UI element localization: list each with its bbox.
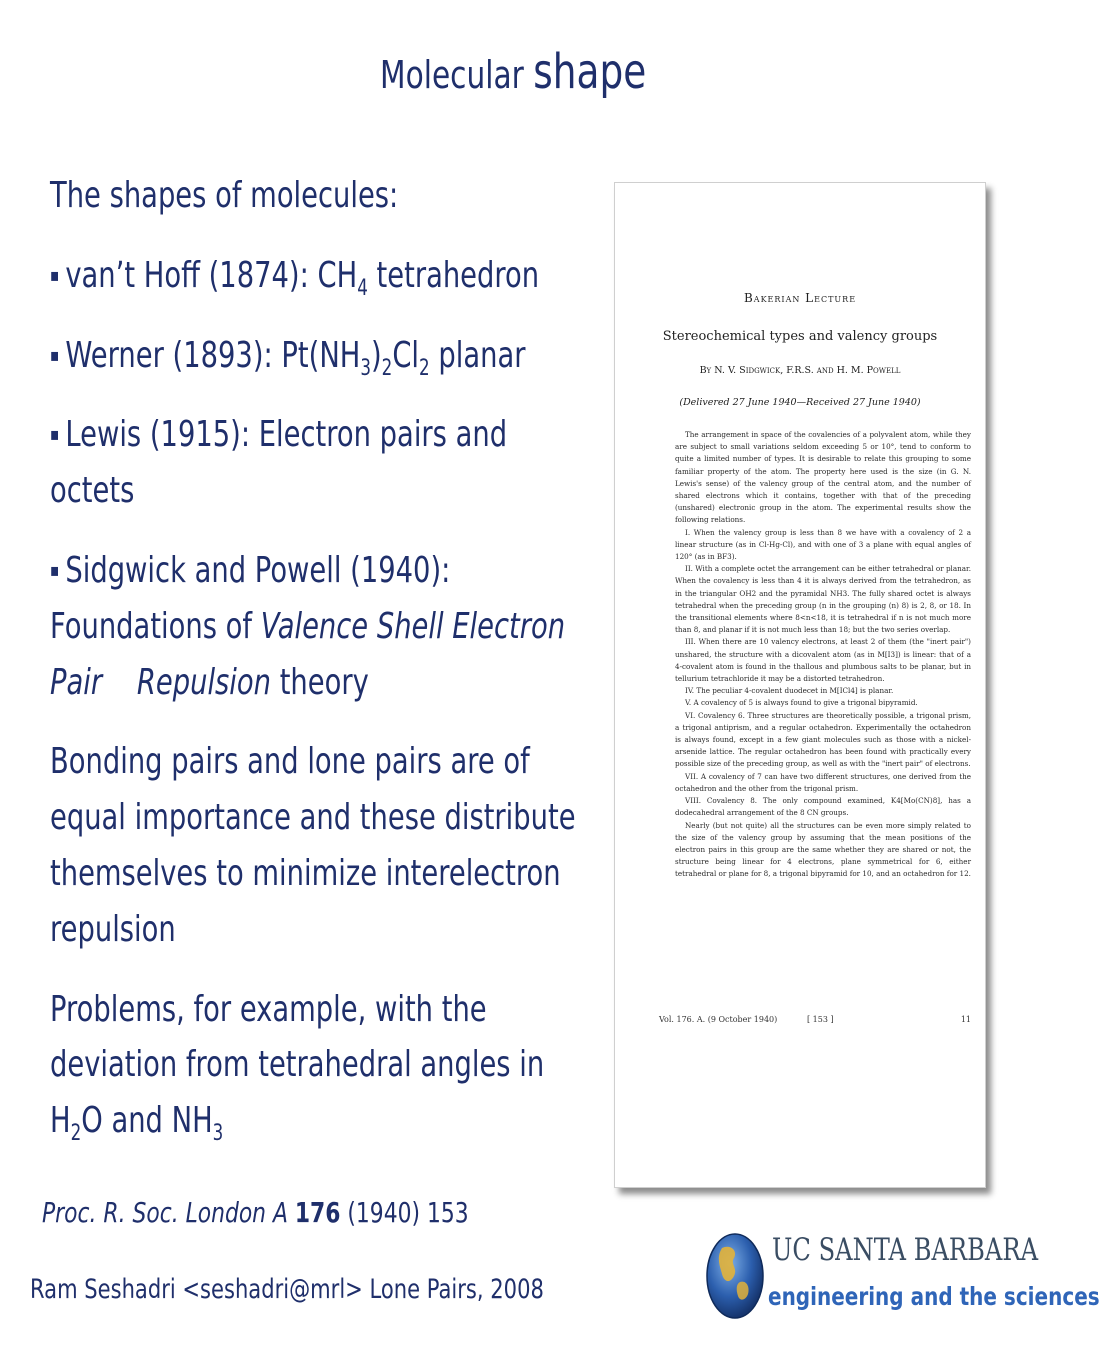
paragraph-text: Problems, for example, with the deviation from tetrahedral angles in H bbox=[50, 988, 545, 1142]
subscript: 4 bbox=[357, 275, 368, 301]
intro-text: The shapes of molecules: bbox=[50, 175, 399, 216]
scanned-paper-image bbox=[614, 182, 986, 1188]
paper-paragraph: II. With a complete octet the arrangement can be either tetrahedral or planar. When the covalency is less than 4 it is always derived from the tetrahedron, as in the triangular OH2 and the pyramidal NH3. The fully shared octet is always tetrahedral when the preceding group (n in the grouping (n) 8) is 2, 8, or 18. In the transitional elements where 8<n<18, it is tetrahedral if n is not much more than 8, and planar if it is not much less than 18; but the two series overlap. bbox=[675, 564, 971, 635]
slide-title bbox=[380, 44, 647, 100]
bullet-text: Sidgwick and Powell (1940): Foundations of bbox=[50, 549, 451, 647]
bullet-werner bbox=[50, 328, 582, 384]
paper-paragraph: IV. The peculiar 4-covalent duodecet in M[ICl4] is planar. bbox=[685, 686, 894, 696]
bullet-text: tetrahedron bbox=[367, 254, 540, 296]
bullet-italic-text: Valence Shell Electron Pair Repulsion bbox=[50, 605, 574, 703]
bullet-text: Lewis (1915): Electron pairs and octets bbox=[50, 414, 508, 512]
citation-volume: 176 bbox=[294, 1196, 341, 1229]
logo-line1: UC SANTA BARBARA bbox=[772, 1232, 1039, 1268]
paper-paragraph: Nearly (but not quite) all the structures can be even more simply related to the size of the valency group by assuming that the mean positions of the electron pairs in this group are the same whether they are shared or not, the structure being linear for 4 electrons, plane symmetrical for 6, either tetrahedral or plane for 8, a trigonal bipyramid for 10, and an octahedron for 12. bbox=[675, 820, 971, 879]
paper-authors: By N. V. Sidgwick, F.R.S. and H. M. Powell bbox=[699, 365, 901, 376]
paper-paragraph: V. A covalency of 5 is always found to give a trigonal bipyramid. bbox=[685, 698, 918, 708]
paper-lecture-heading: Bakerian Lecture bbox=[743, 291, 857, 305]
paper-paragraph: The arrangement in space of the covalencies of a polyvalent atom, while they are subject to small variations seldom exceeding 5 or 10°, tend to conform to quite a limited number of types. It is desirable to relate this grouping to some familiar property of the atom. The property here used is the size (in G. N. Lewis's sense) of the valency group of the central atom, and the number of shared electrons which it contains, together with that of the preceding (unshared) electronic group in the atom. The experimental results show the following relations. bbox=[675, 430, 971, 525]
bullet-icon: ▪ bbox=[50, 424, 60, 446]
footer-text: Ram Seshadri <seshadri@mrl> Lone Pairs, 2008 bbox=[30, 1274, 544, 1305]
bullet-text: Cl bbox=[392, 334, 420, 376]
subscript: 2 bbox=[70, 1121, 82, 1147]
paper-paragraph: VII. A covalency of 7 can have two different structures, one derived from the octahedron and the other from the trigonal prism. bbox=[675, 771, 971, 793]
bullet-text: Werner (1893): Pt(NH bbox=[65, 334, 361, 376]
paper-delivered-date: (Delivered 27 June 1940—Received 27 June 1940) bbox=[679, 397, 921, 408]
bullet-vant-hoff bbox=[50, 248, 582, 304]
bullet-text: ) bbox=[371, 334, 382, 376]
slide-content bbox=[50, 168, 582, 1149]
citation bbox=[42, 1196, 479, 1229]
bullet-icon: ▪ bbox=[50, 264, 60, 286]
paragraph-problems bbox=[50, 982, 582, 1149]
paper-paragraph: I. When the valency group is less than 8 we have with a covalency of 2 a linear structure (as in Cl-Hg-Cl), and with one of 3 a plane with equal angles of 120° (as in BF3). bbox=[675, 527, 971, 562]
bullet-icon: ▪ bbox=[50, 344, 60, 366]
paper-footer-number: 11 bbox=[960, 1015, 971, 1024]
paper-paragraph: VIII. Covalency 8. The only compound examined, K4[Mo(CN)8], has a dodecahedral arrangement of the 8 CN groups. bbox=[675, 796, 971, 818]
subscript: 3 bbox=[360, 355, 372, 381]
citation-rest: (1940) 153 bbox=[340, 1196, 469, 1229]
paragraph-text: O and NH bbox=[81, 1100, 213, 1142]
globe-icon bbox=[704, 1228, 766, 1322]
ucsb-logo bbox=[700, 1226, 1100, 1326]
slide-title-part2: shape bbox=[533, 44, 647, 100]
bullet-icon: ▪ bbox=[50, 559, 60, 581]
paper-body bbox=[675, 429, 971, 881]
bullet-text: van’t Hoff (1874): CH bbox=[65, 254, 358, 296]
subscript: 3 bbox=[212, 1121, 224, 1147]
bullet-text: theory bbox=[270, 661, 369, 703]
paper-footer-page: [ 153 ] bbox=[807, 1015, 834, 1024]
subscript: 2 bbox=[381, 355, 393, 381]
slide-title-part1: Molecular bbox=[380, 53, 524, 97]
logo-line2: engineering and the sciences bbox=[768, 1282, 1100, 1311]
paper-paragraph: VI. Covalency 6. Three structures are theoretically possible, a trigonal prism, a trigonal antiprism, and a regular octahedron. Experimentally the octahedron is always found, except in a few giant molecules such as those with a nickel-arsenide lattice. The regular octahedron has been found with practically every possible size of the preceding group, as well as with the "inert pair" of electrons. bbox=[675, 710, 971, 769]
bullet-lewis bbox=[50, 407, 582, 519]
bullet-text: planar bbox=[429, 334, 526, 376]
bullet-sidgwick-powell bbox=[50, 543, 582, 710]
paragraph-bonding-pairs: Bonding pairs and lone pairs are of equal importance and these distribute themselves to minimize interelectron repulsion bbox=[50, 741, 576, 950]
citation-journal: Proc. R. Soc. London A bbox=[42, 1196, 288, 1229]
paper-title: Stereochemical types and valency groups bbox=[662, 329, 938, 344]
subscript: 2 bbox=[419, 355, 430, 381]
paper-footer-volume: Vol. 176. A. (9 October 1940) bbox=[659, 1015, 778, 1024]
paper-paragraph: III. When there are 10 valency electrons, at least 2 of them (the "inert pair") unshared, the structure with a dicovalent atom (as in M[I3]) is linear: that of a 4-covalent atom is found in the thallous and plumbous salts to be planar, but in tellurium tetrachloride it may be a distorted tetrahedron. bbox=[675, 637, 971, 684]
